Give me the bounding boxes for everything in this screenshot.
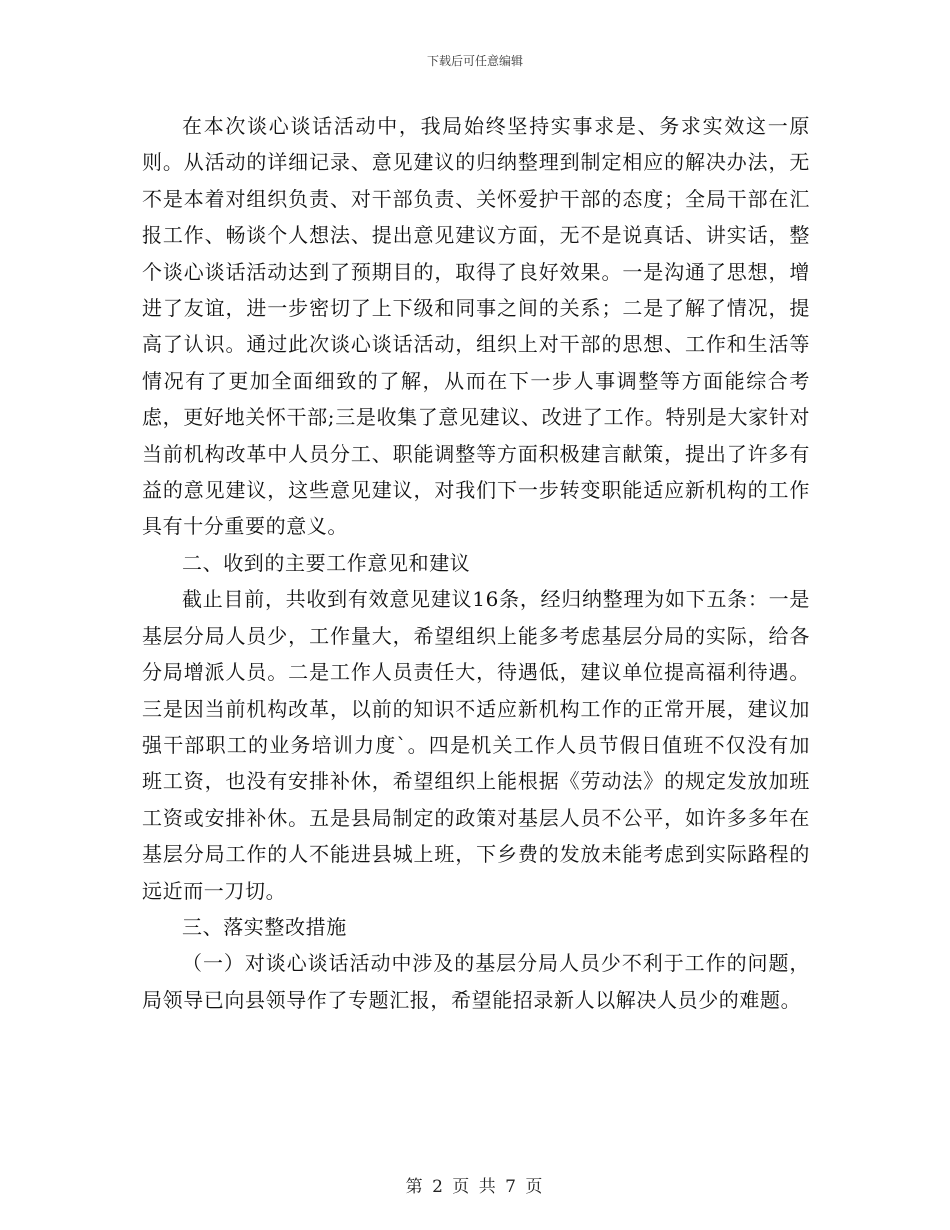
paragraph-opinions: 截止目前，共收到有效意见建议16条，经归纳整理为如下五条：一是基层分局人员少，工作量大，希望组织上能多考虑基层分局的实际，给各分局增派人员。二是工作人员责任大，待遇低，建议单位提高福利待遇。三是因当前机构改革，以前的知识不适应新机构工作的正常开展，建议加强干部职工的业务培训力度`。四是机关工作人员节假日值班不仅没有加班工资，也没有安排补休，希望组织上能根据《劳动法》的规定发放加班工资或安排补休。五是县局制定的政策对基层人员不公平，如许多多年在基层分局工作的人不能进县城上班，下乡费的发放未能考虑到实际路程的远近而一刀切。 — [142, 587, 810, 903]
paragraph-measure-1: （一）对谈心谈话活动中涉及的基层分局人员少不利于工作的问题，局领导已向县领导作了专题汇报，希望能招录新人以解决人员少的难题。 — [142, 951, 810, 1012]
section-heading-measures: 三、落实整改措施 — [182, 914, 347, 939]
paragraph-summary: 在本次谈心谈话活动中，我局始终坚持实事求是、务求实效这一原则。从活动的详细记录、意见建议的归纳整理到制定相应的解决办法，无不是本着对组织负责、对干部负责、关怀爱护干部的态度；全局干部在汇报工作、畅谈个人想法、提出意见建议方面，无不是说真话、讲实话，整个谈心谈话活动达到了预期目的，取得了良好效果。一是沟通了思想，增进了友谊，进一步密切了上下级和同事之间的关系；二是了解了情况，提高了认识。通过此次谈心谈话活动，组织上对干部的思想、工作和生活等情况有了更加全面细致的了解，从而在下一步人事调整等方面能综合考虑，更好地关怀干部;三是收集了意见建议、改进了工作。特别是大家针对当前机构改革中人员分工、职能调整等方面积极建言献策，提出了许多有益的意见建议，这些意见建议，对我们下一步转变职能适应新机构的工作具有十分重要的意义。 — [142, 114, 810, 539]
document-body — [142, 108, 810, 1018]
page-header: 下载后可任意编辑 — [426, 54, 523, 68]
section-heading-opinions: 二、收到的主要工作意见和建议 — [182, 550, 471, 575]
page-number: 第 2 页 共 7 页 — [405, 1177, 545, 1197]
